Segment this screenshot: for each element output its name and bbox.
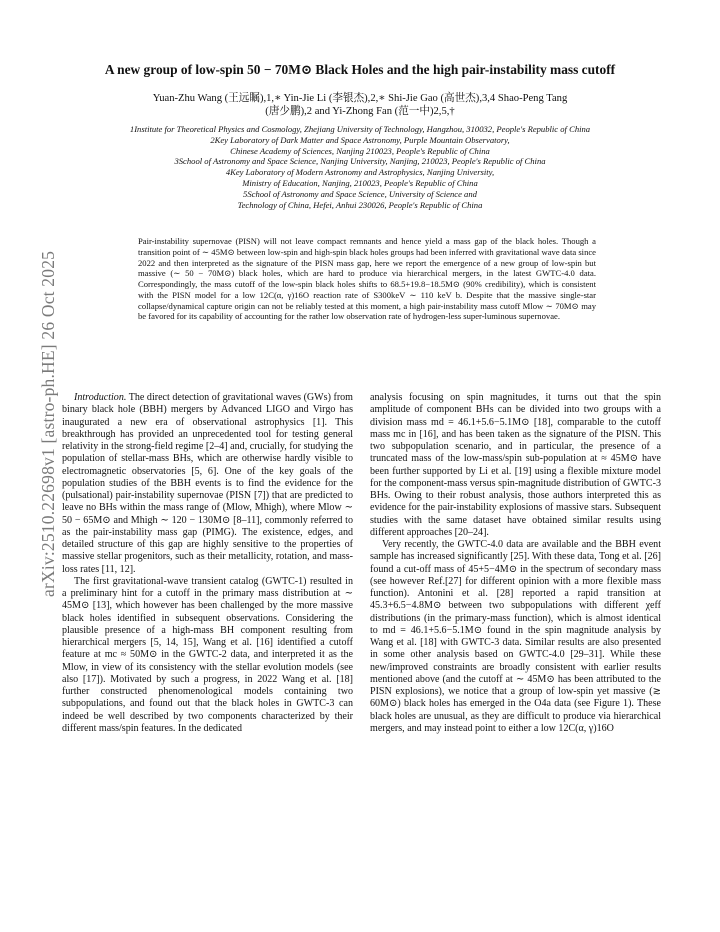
affiliation-line: 2Key Laboratory of Dark Matter and Space Astronomy, Purple Mountain Observatory,: [210, 134, 510, 145]
affiliation-line: Ministry of Education, Nanjing, 210023, People's Republic of China: [242, 177, 478, 188]
arxiv-identifier[interactable]: arXiv:2510.22698v1 [astro-ph.HE] 26 Oct 2025: [38, 250, 58, 597]
abstract: Pair-instability supernovae (PISN) will not leave compact remnants and hence yield a mass gap of the black holes. Though a transition point of ∼ 45M⊙ between low-spin and high-spin black holes groups had been inferred with gravitational wave data since 2022 and then interpreted as the signature of the PISN mass gap, here we report the emergence of a new group of low-spin but massive (∼ 50 − 70M⊙) black holes, which are hard to produce via hierarchical mergers, in the latest GWTC-4.0 data. Correspondingly, the mass cutoff of the low-spin black holes shifts to 68.5+19.8−18.5M⊙ (90% credibility), which is consistent with the PISN model for a low 12C(α, γ)16O reaction rate of S300keV ∼ 110 keV b. Despite that the massive single-star collapse/dynamical capture origin can not be reliably tested at this moment, a high pair-instability mass cutoff Mlow ∼ 70M⊙ may be favored for its capability of accounting for the rather low observation rate of hydrogen-less super-luminous supernovae.: [138, 236, 596, 322]
affiliation-line: 5School of Astronomy and Space Science, University of Science and: [243, 188, 477, 199]
affiliations: [70, 124, 650, 210]
affiliation-line: 4Key Laboratory of Modern Astronomy and Astrophysics, Nanjing University,: [225, 167, 495, 178]
body-paragraph: analysis focusing on spin magnitudes, it turns out that the spin amplitude of component BHs can be divided into two groups with a division mass md = 46.1+5.6−5.1M⊙ [18], comparable to the cutoff mass mc in [16], and has been taken as the signature of the PISN. This two subpopulation scenario, and in particular, the presence of a truncated mass of the low-mass/spin sub-population at ≈ 45M⊙ have been further supported by Li et al. [19] using a flexible mixture model for the component-mass versus spin-magnitude distribution of GWTC-3 BHs. Owing to their robust analysis, those authors interpreted this as evidence for the pair-instability explosions of massive stars. Subsequent studies with the same dataset have obtained similar results using different approaches [20–24].: [370, 392, 661, 538]
affiliation-line: 1Institute for Theoretical Physics and Cosmology, Zhejiang University of Technology, Hangzhou, 310032, People's Republic of China: [129, 124, 591, 134]
body-column-left: [62, 392, 353, 735]
affiliation-line: Technology of China, Hefei, Anhui 230026, People's Republic of China: [237, 199, 483, 210]
paper-title: A new group of low-spin 50 − 70M⊙ Black Holes and the high pair-instability mass cutoff: [104, 62, 616, 77]
body-paragraph: Very recently, the GWTC-4.0 data are available and the BBH event sample has increased significantly [25]. With these data, Tong et al. [26] found a cut-off mass of 45+5−4M⊙ in the spectrum of secondary mass (see however Ref.[27] for different opinion with a more flexible mass function). Antonini et al. [28] reported a rapid transition at 45.3+6.5−4.8M⊙ between two subpopulations with different χeff distributions (in the primary-mass function), which is almost identical to md = 46.1+5.6−5.1M⊙ found in the spin magnitude analysis by Wang et al. [18] with GWTC-3 data. Similar results are also presented in some other analysis based on GWTC-4.0 [29–31]. While these new/improved constraints are broadly consistent with earlier results mentioned above (and the cutoff at ∼ 45M⊙ has been attributed to the PISN explosions), we notice that a group of low-spin yet massive (≳ 60M⊙) black holes has emerged in the O4a data (see Figure 1). These black holes are unusual, as they are difficult to produce via hierarchical mergers, and may instead point to either a low 12C(α, γ)16O: [370, 539, 661, 734]
paragraph-text: The direct detection of gravitational waves (GWs) from binary black hole (BBH) mergers by Advanced LIGO and Virgo has inaugurated a new era of observational astrophysics [1]. This breakthrough has provided an unprecedented tool for testing general relativity in the strong-field regime [2–4] and, crucially, for studying the population of stellar-mass BHs, which are otherwise hardly visible to electromagnetic observatories [5, 6]. One of the key goals of the population studies of the BBH events is to find the evidence for the (pulsational) pair-instability supernovae (PISN [7]) that are predicted to leave no BHs within the mass range of (Mlow, Mhigh), where Mlow ∼ 50 − 65M⊙ and Mhigh ∼ 120 − 130M⊙ [8–11], commonly referred to as the pair-instability mass gap (PIMG). The existence, edges, and detailed structure of this gap are highly sensitive to the properties of massive stellar progenitors, such as their metallicity, rotation, and mass-loss rates [11, 12].: [62, 392, 353, 575]
body-column-right: [370, 392, 661, 735]
body-paragraph: [62, 392, 353, 576]
affiliation-line: Chinese Academy of Sciences, Nanjing 210023, People's Republic of China: [230, 145, 490, 156]
body-paragraph: The first gravitational-wave transient catalog (GWTC-1) resulted in a preliminary hint for a cutoff in the primary mass distribution at ∼ 45M⊙ [13], which however has been challenged by the more massive black holes identified in subsequent observations. Considering the plausible presence of a high-mass BH component resulting from hierarchical mergers [5, 14, 15], Wang et al. [16] identified a cutoff feature at mc ≈ 50M⊙ in the GWTC-2 data, and interpreted it as the Mlow, in view of its consistency with the stellar evolution models (see also [17]). Motivated by such a progress, in 2022 Wang et al. [18] further constructed phenomenological models containing two subpopulations, and found out that the black holes in GWTC-3 can indeed be well described by two components characterized by their different mass/spin features. In the dedicated: [62, 575, 353, 734]
affiliation-line: 3School of Astronomy and Space Science, Nanjing University, Nanjing, 210023, People's Republic of China: [174, 156, 546, 167]
author-list: Yuan-Zhu Wang (王远瞩),1,∗ Yin-Jie Li (李银杰),2,∗ Shi-Jie Gao (高世杰),3,4 Shao-Peng Tang (唐少鹏),2 and Yi-Zhong Fan (范一中)2,5,†: [152, 93, 568, 118]
section-heading-introduction: Introduction.: [74, 392, 127, 403]
